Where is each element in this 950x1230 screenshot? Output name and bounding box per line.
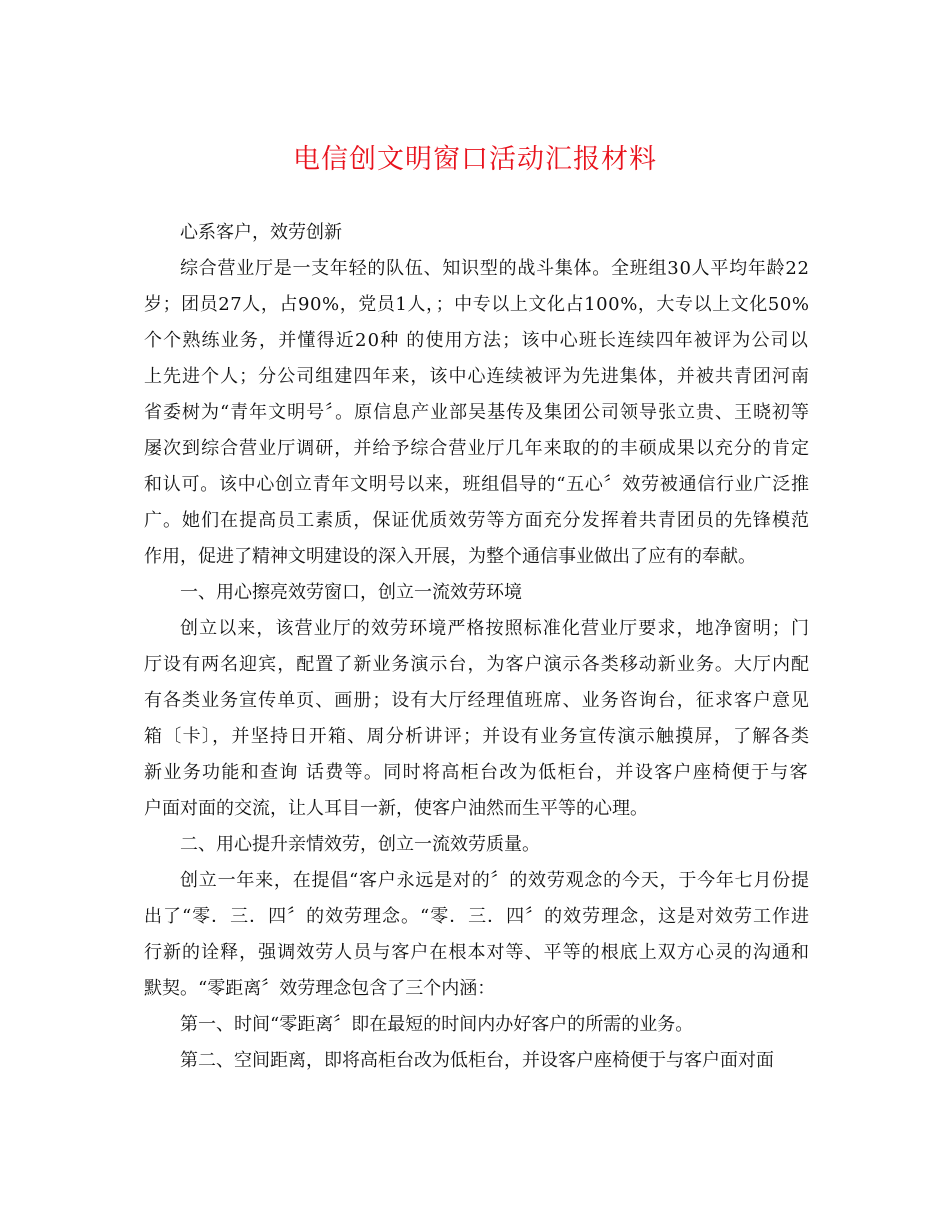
text-line: 个个熟练业务，并懂得近20种 的使用方法；该中心班长连续四年被评为公司以 (144, 330, 809, 351)
text-line: 上先进个人；分公司组建四年来，该中心连续被评为先进集体，并被共青团河南 (144, 366, 811, 387)
text-line: 心系客户，效劳创新 (180, 222, 342, 243)
document-title: 电信创文明窗口活动汇报材料 (293, 144, 657, 175)
document-body (144, 215, 809, 1079)
text-line: 第一、时间“零距离〞即在最短的时间内办好客户的所需的业务。 (180, 1014, 694, 1035)
text-line: 广。她们在提高员工素质，保证优质效劳等方面充分发挥着共青团员的先锋模范 (144, 510, 811, 531)
text-line: 新业务功能和查询 话费等。同时将高柜台改为低柜台，并设客户座椅便于与客 (144, 762, 810, 783)
text-line: 户面对面的交流，让人耳目一新，使客户油然而生平等的心理。 (144, 798, 648, 819)
text-line: 屡次到综合营业厅调研，并给予综合营业厅几年来取的的丰硕成果以充分的肯定 (144, 438, 811, 459)
text-line: 作用，促进了精神文明建设的深入开展，为整个通信事业做出了应有的奉献。 (144, 546, 756, 567)
text-line: 岁；团员27人，占90%，党员1人，；中专以上文化占100%，大专以上文化50% (144, 294, 810, 315)
text-line: 出了“零．三．四〞的效劳理念。“零．三．四〞的效劳理念，这是对效劳工作进 (144, 906, 810, 927)
text-line: 创立一年来，在提倡“客户永远是对的〞的效劳观念的今天，于今年七月份提 (180, 870, 810, 891)
text-line: 创立以来，该营业厅的效劳环境严格按照标准化营业厅要求，地净窗明；门 (180, 618, 811, 639)
text-line: 和认可。该中心创立青年文明号以来，班组倡导的“五心〞效劳被通信行业广泛推 (144, 474, 810, 495)
text-line: 综合营业厅是一支年轻的队伍、知识型的战斗集体。全班组30人平均年龄22 (180, 258, 810, 279)
text-line: 第二、空间距离，即将高柜台改为低柜台，并设客户座椅便于与客户面对面 (180, 1050, 774, 1071)
text-line: 厅设有两名迎宾，配置了新业务演示台，为客户演示各类移动新业务。大厅内配 (144, 654, 811, 675)
text-line: 行新的诠释，强调效劳人员与客户在根本对等、平等的根底上双方心灵的沟通和 (144, 942, 811, 963)
text-line: 一、用心擦亮效劳窗口，创立一流效劳环境 (180, 582, 522, 603)
text-line: 省委树为“青年文明号〞。原信息产业部吴基传及集团公司领导张立贵、王晓初等 (144, 402, 810, 423)
text-line: 箱〔卡〕，并坚持日开箱、周分析讲评；并设有业务宣传演示触摸屏，了解各类 (144, 726, 811, 747)
text-line: 默契。“零距离〞效劳理念包含了三个内涵： (144, 978, 496, 999)
text-line: 二、用心提升亲情效劳，创立一流效劳质量。 (180, 834, 540, 855)
text-line: 有各类业务宣传单页、画册；设有大厅经理值班席、业务咨询台，征求客户意见 (144, 690, 811, 711)
